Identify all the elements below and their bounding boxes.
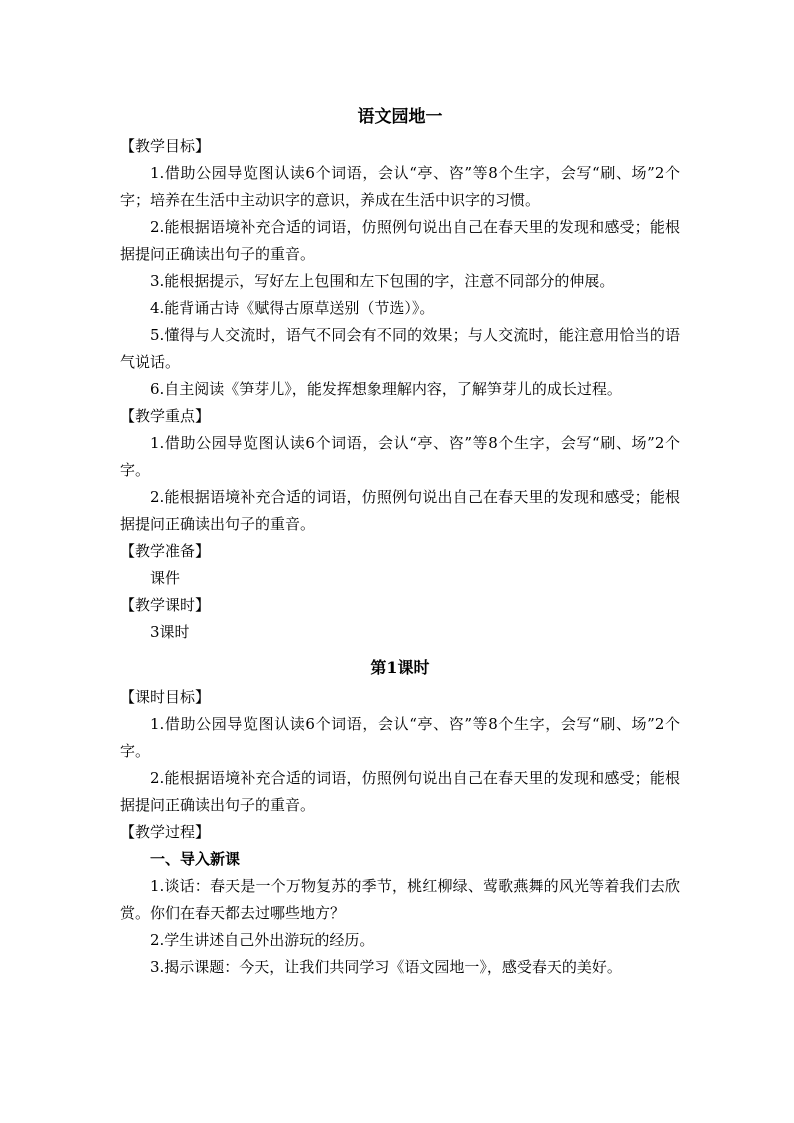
hours-text: 3课时 (150, 623, 190, 641)
process-step-title: 一、导入新课 (150, 850, 241, 868)
objective-item: 1.借助公园导览图认读6个词语，会认“亭、咨”等8个生字，会写“刷、场”2个字；培养在生活中主动识字的意识，养成在生活中识字的习惯。 (120, 164, 680, 209)
objective-item: 3.能根据提示，写好左上包围和左下包围的字，注意不同部分的伸展。 (150, 272, 615, 290)
preparation-heading: 【教学准备】 (120, 542, 211, 560)
objective-item: 5.懂得与人交流时，语气不同会有不同的效果；与人交流时，能注意用恰当的语气说话。 (120, 326, 680, 371)
key-point-item: 1.借助公园导览图认读6个词语，会认“亭、咨”等8个生字，会写“刷、场”2个字。 (120, 434, 680, 479)
lesson-objective-item: 1.借助公园导览图认读6个词语，会认“亭、咨”等8个生字，会写“刷、场”2个字。 (120, 715, 680, 760)
objective-item: 6.自主阅读《笋芽儿》，能发挥想象理解内容，了解笋芽儿的成长过程。 (150, 380, 622, 398)
document-body (120, 103, 680, 981)
key-point-item: 2.能根据语境补充合适的词语，仿照例句说出自己在春天里的发现和感受；能根据提问正确读出句子的重音。 (120, 488, 680, 533)
document-title: 语文园地一 (357, 107, 443, 127)
process-heading: 【教学过程】 (120, 823, 211, 841)
objective-item: 4.能背诵古诗《赋得古原草送别（节选）》。 (150, 299, 435, 317)
lesson-title: 第1课时 (370, 658, 430, 677)
objectives-heading: 【教学目标】 (120, 137, 211, 155)
process-item: 2.学生讲述自己外出游玩的经历。 (150, 931, 375, 949)
preparation-text: 课件 (150, 569, 181, 587)
objective-item: 2.能根据语境补充合适的词语，仿照例句说出自己在春天里的发现和感受；能根据提问正确读出句子的重音。 (120, 218, 680, 263)
hours-heading: 【教学课时】 (120, 596, 211, 614)
key-points-heading: 【教学重点】 (120, 407, 211, 425)
lesson-objective-item: 2.能根据语境补充合适的词语，仿照例句说出自己在春天里的发现和感受；能根据提问正确读出句子的重音。 (120, 769, 680, 814)
process-item: 1.谈话：春天是一个万物复苏的季节，桃红柳绿、莺歌燕舞的风光等着我们去欣赏。你们在春天都去过哪些地方？ (120, 877, 680, 922)
lesson-objectives-heading: 【课时目标】 (120, 688, 211, 706)
process-item: 3.揭示课题：今天，让我们共同学习《语文园地一》，感受春天的美好。 (150, 958, 622, 976)
